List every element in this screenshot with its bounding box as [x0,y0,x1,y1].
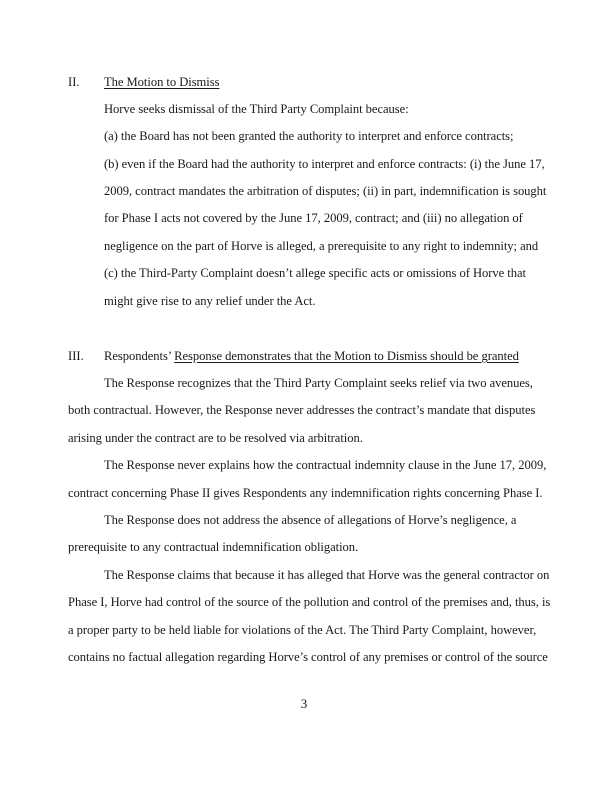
paragraph-line: for Phase I acts not covered by the June 17, 2009, contract; and (iii) no allegation of [104,211,523,225]
paragraph-line: (b) even if the Board had the authority to interpret and enforce contracts: (i) the June 17, [104,157,545,171]
paragraph-line: a proper party to be held liable for violations of the Act. The Third Party Complaint, however, [68,623,537,637]
paragraph-line: The Response never explains how the contractual indemnity clause in the June 17, 2009, [104,458,547,472]
section-2-number: II. [68,75,80,89]
paragraph-line: prerequisite to any contractual indemnification obligation. [68,540,359,554]
paragraph-line: both contractual. However, the Response never addresses the contract’s mandate that disputes [68,403,536,417]
section-3-heading-underlined: Response demonstrates that the Motion to Dismiss should be granted [174,349,519,363]
paragraph-line: The Response does not address the absence of allegations of Horve’s negligence, a [104,513,517,527]
paragraph-line: 2009, contract mandates the arbitration of disputes; (ii) in part, indemnification is sought [104,184,547,198]
paragraph-line: The Response claims that because it has alleged that Horve was the general contractor on [104,568,550,582]
paragraph-line: contract concerning Phase II gives Respondents any indemnification rights concerning Phase I. [68,486,543,500]
section-3-heading [104,348,519,364]
page-number: 3 [300,696,308,711]
paragraph-line: negligence on the part of Horve is alleged, a prerequisite to any right to indemnity; and [104,239,539,253]
section-3-heading-plain: Respondents’ [104,349,175,363]
paragraph-line: The Response recognizes that the Third Party Complaint seeks relief via two avenues, [104,376,533,390]
paragraph-line: (c) the Third-Party Complaint doesn’t allege specific acts or omissions of Horve that [104,266,526,280]
section-2-heading: The Motion to Dismiss [104,75,220,89]
paragraph-line: Horve seeks dismissal of the Third Party Complaint because: [104,102,409,116]
section-3-number: III. [68,349,84,363]
paragraph-line: (a) the Board has not been granted the authority to interpret and enforce contracts; [104,129,514,143]
paragraph-line: might give rise to any relief under the Act. [104,294,316,308]
paragraph-line: contains no factual allegation regarding Horve’s control of any premises or control of the source [68,650,548,664]
paragraph-line: arising under the contract are to be resolved via arbitration. [68,431,363,445]
paragraph-line: Phase I, Horve had control of the source of the pollution and control of the premises and, thus, is [68,595,551,609]
